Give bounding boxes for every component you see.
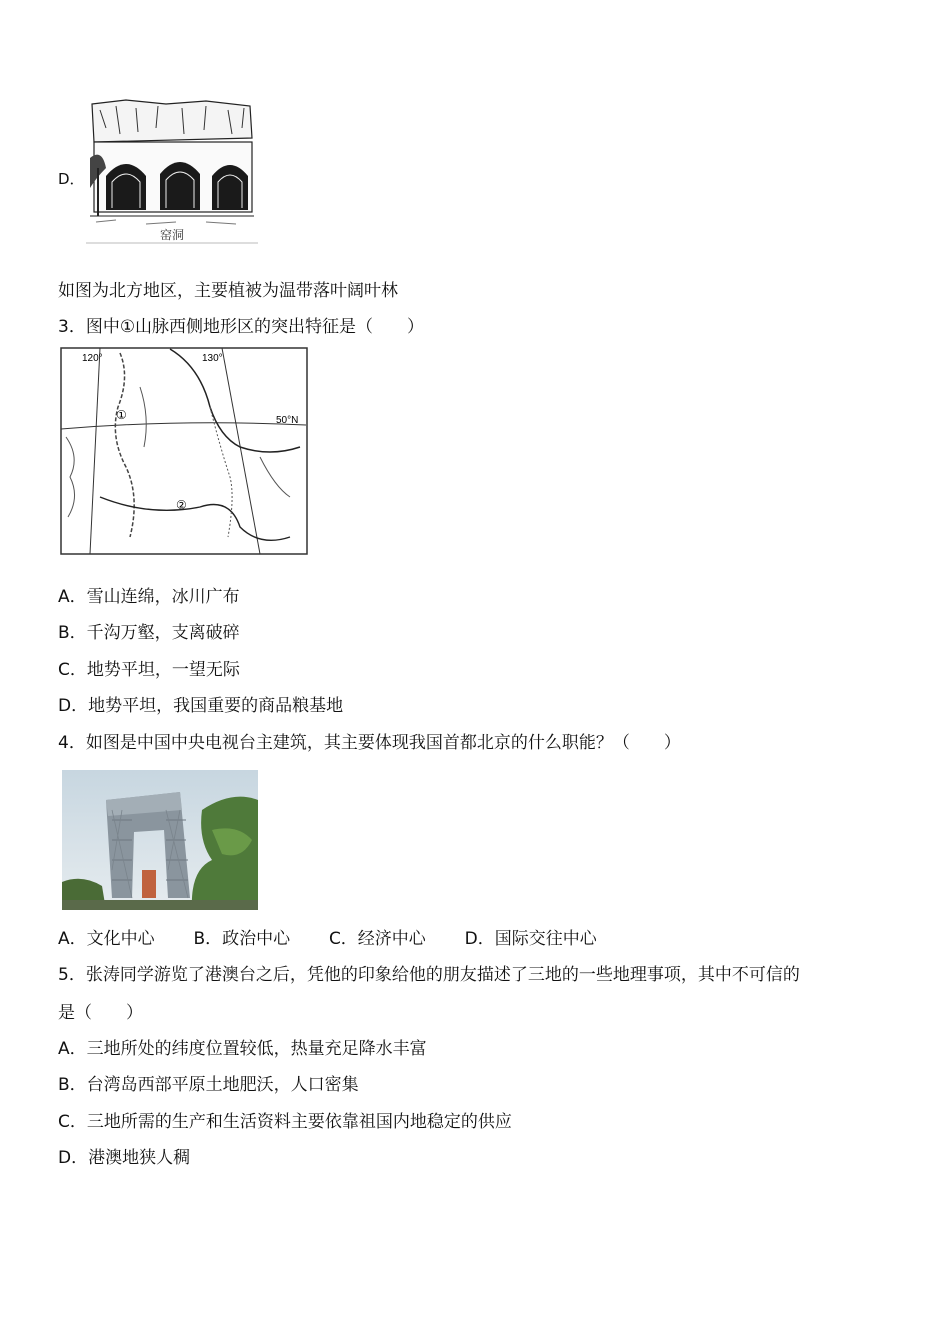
q3-option-a: A．雪山连绵，冰川广布 — [58, 587, 240, 607]
map-marker-2: ② — [176, 498, 187, 512]
map-lon-120: 120° — [82, 353, 103, 364]
cave-dwelling-caption: 窑洞 — [159, 228, 184, 242]
q4-stem: 4．如图是中国中央电视台主建筑，其主要体现我国首都北京的什么职能？（ ） — [58, 733, 681, 753]
q5-option-d: D．港澳地狭人稠 — [58, 1148, 191, 1168]
northeast-china-map — [60, 347, 310, 557]
q2-option-d-label: D． — [58, 170, 85, 188]
cctv-building-photo — [62, 770, 258, 910]
q4-options-row — [58, 928, 597, 950]
q5-option-b: B．台湾岛西部平原土地肥沃，人口密集 — [58, 1075, 359, 1095]
q3-option-d: D．地势平坦，我国重要的商品粮基地 — [58, 696, 344, 716]
q4-option-a: A．文化中心 — [58, 929, 155, 949]
q4-option-b: B．政治中心 — [193, 929, 291, 949]
q3-stem: 3．图中①山脉西侧地形区的突出特征是（ ） — [58, 317, 425, 337]
q5-option-a: A．三地所处的纬度位置较低，热量充足降水丰富 — [58, 1039, 427, 1059]
q3-option-b: B．千沟万壑，支离破碎 — [58, 623, 240, 643]
q2-explanation: 如图为北方地区，主要植被为温带落叶阔叶林 — [58, 281, 398, 301]
map-lon-130: 130° — [202, 353, 223, 364]
q5-stem-line1: 5．张涛同学游览了港澳台之后，凭他的印象给他的朋友描述了三地的一些地理事项，其中不可信的 — [58, 965, 800, 985]
q5-option-c: C．三地所需的生产和生活资料主要依靠祖国内地稳定的供应 — [58, 1112, 512, 1132]
q4-option-d: D．国际交往中心 — [464, 929, 597, 949]
q4-option-c: C．经济中心 — [328, 929, 426, 949]
map-lat-50n: 50°N — [276, 415, 299, 426]
q3-option-c: C．地势平坦，一望无际 — [58, 660, 240, 680]
map-marker-1: ① — [116, 408, 127, 422]
q5-stem-line2: 是（ ） — [58, 1003, 143, 1023]
cave-dwelling-image — [86, 98, 258, 246]
